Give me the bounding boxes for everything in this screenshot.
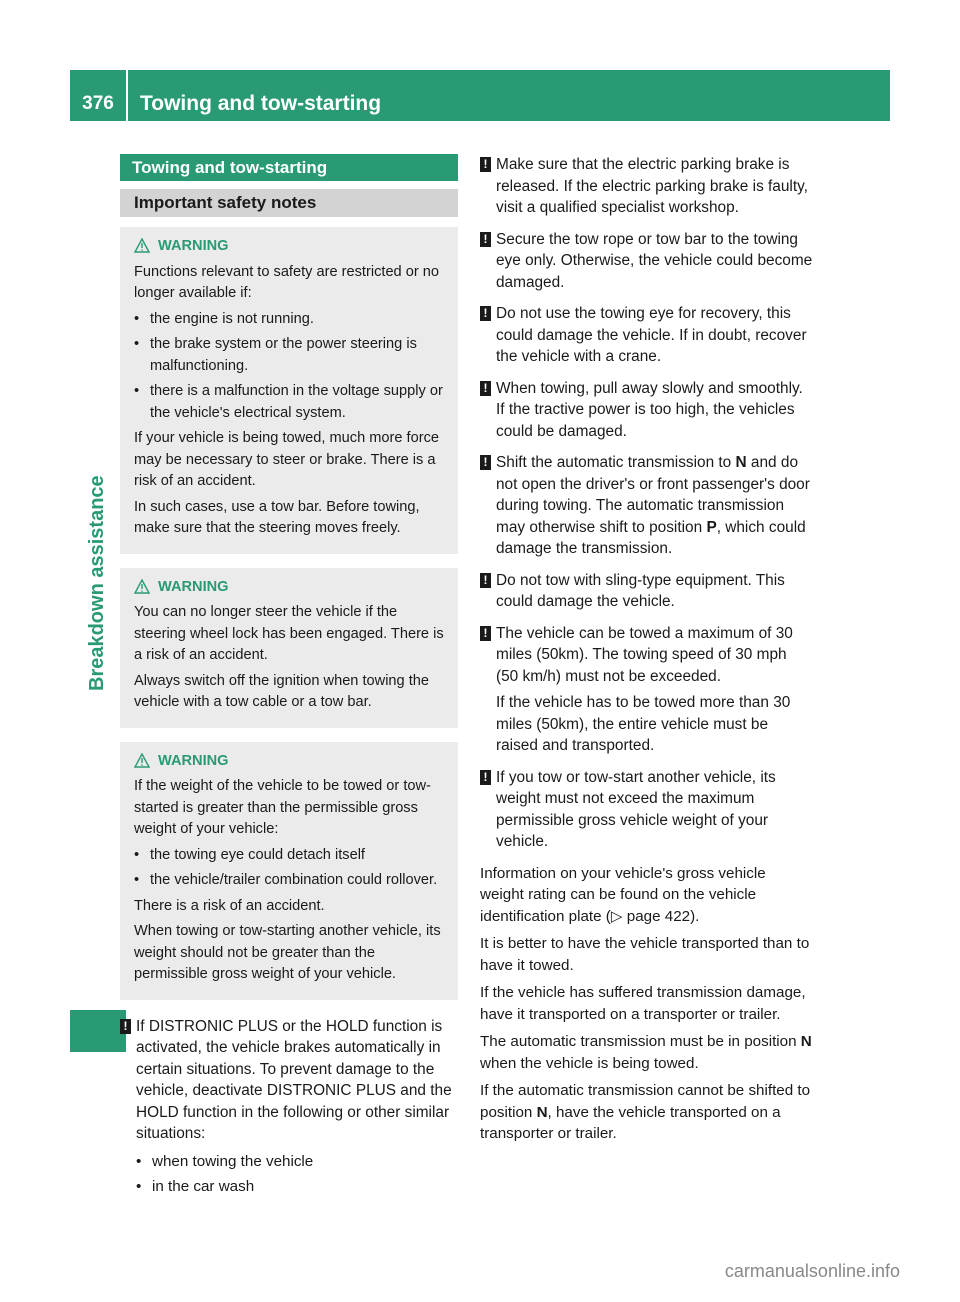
warning-heading xyxy=(134,577,449,599)
caution-note xyxy=(480,452,813,560)
exclamation-icon: ! xyxy=(480,157,491,172)
page-reference-arrow-icon: ▷ xyxy=(610,907,623,925)
note-text: If you tow or tow-start another vehicle, its weight must not exceed the maximum permissible gross vehicle weight of your vehicle. xyxy=(496,768,776,850)
caution-note xyxy=(480,378,813,443)
exclamation-icon: ! xyxy=(480,455,491,470)
body-text-part: , have the vehicle transported on a transporter or trailer. xyxy=(480,1103,781,1142)
warning-text: You can no longer steer the vehicle if the steering wheel lock has been engaged. There is a risk of an accident. xyxy=(134,604,444,663)
page-number: 376 xyxy=(82,93,114,114)
warning-box xyxy=(120,227,458,554)
warning-label: WARNING xyxy=(158,238,229,254)
note-text: If the vehicle has to be towed more than 30 miles (50km), the entire vehicle must be raised and transported. xyxy=(496,694,791,754)
body-text-part: when the vehicle is being towed. xyxy=(480,1054,699,1072)
warning-text: If the weight of the vehicle to be towed or tow-started is greater than the permissible gross weight of your vehicle: xyxy=(134,778,431,837)
warning-bullet: • the brake system or the power steering is malfunctioning. xyxy=(134,334,449,377)
exclamation-icon: ! xyxy=(480,232,491,247)
note-bullet: • when towing the vehicle xyxy=(136,1151,458,1173)
warning-text: Always switch off the ignition when towing the vehicle with a tow cable or a tow bar. xyxy=(134,672,430,710)
note-text: , which could damage the transmission. xyxy=(496,518,806,557)
note-text: Secure the tow rope or tow bar to the towing eye only. Otherwise, the vehicle could become damaged. xyxy=(496,230,813,291)
warning-triangle-icon xyxy=(134,238,150,253)
note-text: and do not open the driver's or front passenger's door during towing. The automatic transmission may otherwise shift to position xyxy=(496,454,810,536)
gear-position: N xyxy=(536,1103,548,1121)
caution-note xyxy=(480,623,813,757)
warning-text: Functions relevant to safety are restricted or no longer available if: xyxy=(134,263,439,301)
exclamation-icon: ! xyxy=(480,306,491,321)
exclamation-icon: ! xyxy=(480,626,491,641)
note-bullet: • in the car wash xyxy=(136,1176,458,1198)
warning-triangle-icon xyxy=(134,753,150,768)
caution-note xyxy=(480,154,813,219)
caution-note xyxy=(480,229,813,294)
warning-bullet: • the towing eye could detach itself xyxy=(134,845,449,867)
watermark: carmanualsonline.info xyxy=(724,1261,900,1281)
warning-label: WARNING xyxy=(158,752,229,769)
warning-bullet: • the vehicle/trailer combination could rollover. xyxy=(134,870,449,892)
section-title: Towing and tow-starting xyxy=(120,154,458,181)
warning-bullet: • there is a malfunction in the voltage supply or the vehicle's electrical system. xyxy=(134,381,449,424)
exclamation-icon: ! xyxy=(480,770,491,785)
gear-position: P xyxy=(706,518,717,536)
warning-heading xyxy=(134,751,449,773)
note-text: Do not use the towing eye for recovery, this could damage the vehicle. If in doubt, recover the vehicle with a crane. xyxy=(496,305,807,365)
gear-position: N xyxy=(800,1033,812,1050)
note-text: Shift the automatic transmission to xyxy=(496,454,736,471)
warning-label: WARNING xyxy=(158,578,229,595)
page-reference-link[interactable]: page 422). xyxy=(622,907,700,925)
note-text: The vehicle can be towed a maximum of 30 miles (50km). The towing speed of 30 mph (50 km/h) must not be exceeded. xyxy=(496,624,793,685)
exclamation-icon: ! xyxy=(480,573,491,588)
warning-bullet: • the engine is not running. xyxy=(134,309,449,331)
caution-note xyxy=(480,303,813,368)
header-divider xyxy=(126,70,128,121)
note-text: Do not tow with sling-type equipment. This could damage the vehicle. xyxy=(496,571,785,610)
body-text xyxy=(480,1080,813,1145)
page-title: Towing and tow-starting xyxy=(140,92,382,115)
side-tab-label: Breakdown assistance xyxy=(86,475,108,691)
note-text: Make sure that the electric parking brake is released. If the electric parking brake is faulty, visit a qualified specialist workshop. xyxy=(496,156,808,216)
body-text-part: The automatic transmission must be in position xyxy=(480,1033,801,1050)
warning-box xyxy=(120,742,458,1000)
warning-text: When towing or tow-starting another vehicle, its weight should not be greater than the permissible gross weight of your vehicle. xyxy=(134,923,441,982)
right-column xyxy=(480,154,813,1151)
warning-text: In such cases, use a tow bar. Before towing, make sure that the steering moves freely. xyxy=(134,498,420,536)
body-text xyxy=(480,863,813,928)
warning-text: If your vehicle is being towed, much more force may be necessary to steer or brake. There is a risk of an accident. xyxy=(134,430,439,489)
caution-note xyxy=(480,570,813,613)
body-text xyxy=(480,1031,813,1074)
body-text: If the vehicle has suffered transmission damage, have it transported on a transporter or trailer. xyxy=(480,984,806,1023)
side-tab-marker xyxy=(70,1010,126,1052)
gear-position: N xyxy=(735,454,747,471)
note-text: When towing, pull away slowly and smoothly. If the tractive power is too high, the vehicles could be damaged. xyxy=(496,379,803,440)
warning-text: There is a risk of an accident. xyxy=(134,897,325,914)
caution-note xyxy=(480,767,813,853)
caution-note xyxy=(120,1016,458,1198)
subsection-title: Important safety notes xyxy=(120,189,458,217)
body-text-part: Information on your vehicle's gross vehicle weight rating can be found on the vehicle identification plate ( xyxy=(480,864,766,925)
exclamation-icon: ! xyxy=(480,381,491,396)
warning-box xyxy=(120,568,458,728)
note-text: If DISTRONIC PLUS or the HOLD function is activated, the vehicle brakes automatically in certain situations. To prevent damage to the vehicle, deactivate DISTRONIC PLUS and the HOLD function in the following or other similar situations: xyxy=(136,1017,452,1142)
body-text: It is better to have the vehicle transported than to have it towed. xyxy=(480,935,810,974)
warning-heading xyxy=(134,236,449,258)
body-text-part: If the automatic transmission cannot be shifted to position xyxy=(480,1082,811,1121)
left-column xyxy=(120,154,458,1208)
warning-triangle-icon xyxy=(134,579,150,594)
exclamation-icon: ! xyxy=(120,1019,131,1034)
